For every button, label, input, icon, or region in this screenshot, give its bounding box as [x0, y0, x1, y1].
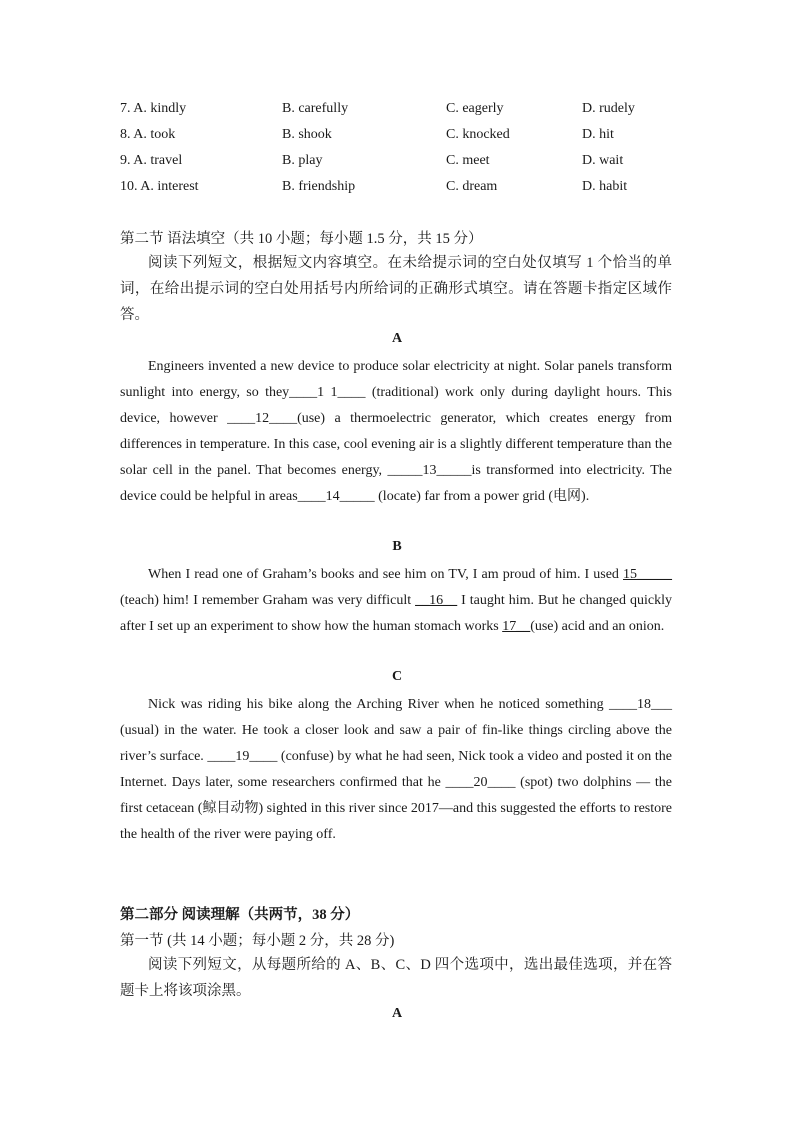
- option-b: B. carefully: [282, 101, 349, 116]
- option-d: D. habit: [582, 179, 628, 194]
- section-title-reading: 第一节 (共 14 小题；每小题 2 分，共 28 分): [120, 933, 395, 949]
- option-c: C. dream: [446, 179, 498, 194]
- option-c: C. knocked: [446, 127, 510, 142]
- option-c: C. eagerly: [446, 101, 504, 116]
- option-a: 8. A. took: [120, 127, 176, 142]
- option-a: 7. A. kindly: [120, 101, 187, 116]
- grammar-instructions: 阅读下列短文，根据短文内容填空。在未给提示词的空白处仅填写 1 个恰当的单词，在给出提示词的空白处用括号内所给词的正确形式填空。请在答题卡指定区域作答。: [120, 255, 672, 323]
- part-title-reading: 第二部分 阅读理解（共两节，38 分）: [120, 907, 360, 923]
- option-a: 9. A. travel: [120, 153, 183, 168]
- section-title-grammar: 第二节 语法填空（共 10 小题；每小题 1.5 分，共 15 分）: [120, 231, 483, 247]
- passage-c-text: Nick was riding his bike along the Arching River when he noticed something ____18___ (usual) in the water. He took a closer look and saw a pair of fin-like things circling above the river’s surface. ____19____ (confuse) by what he had seen, Nick took a video and posted it on the Internet. Days later, some researchers confirmed that he ____20____ (spot) two dolphins — the first cetacean (鲸目动物) sighted in this river since 2017—and this suggested the efforts to restore the health of the river were paying off.: [120, 697, 672, 842]
- passage-label-b: B: [392, 539, 402, 554]
- options-row-7: [120, 101, 680, 127]
- option-c: C. meet: [446, 153, 490, 168]
- options-row-8: [120, 127, 680, 153]
- options-row-10: [120, 179, 680, 205]
- blank-17: 17__: [502, 619, 531, 634]
- passage-b-text: [120, 562, 672, 640]
- option-d: D. hit: [582, 127, 614, 142]
- option-b: B. friendship: [282, 179, 356, 194]
- passage-b-text-4: (use) acid and an onion.: [530, 619, 665, 634]
- reading-passage-label-a: A: [391, 1006, 403, 1021]
- passage-b-text-1: When I read one of Graham’s books and see him on TV, I am proud of him. I used: [148, 567, 623, 582]
- blank-15: 15_____: [623, 567, 672, 582]
- passage-b-text-3: I taught him. But he changed quickly after I set up an experiment to show how the human stomach works: [120, 593, 672, 634]
- passage-b-text-2: (teach) him! I remember Graham was very difficult: [120, 593, 416, 608]
- passage-label-a: A: [391, 331, 403, 346]
- blank-16: __16__: [415, 593, 458, 608]
- option-a: 10. A. interest: [120, 179, 199, 194]
- option-d: D. rudely: [582, 101, 635, 116]
- option-b: B. play: [282, 153, 323, 168]
- passage-a-text: Engineers invented a new device to produce solar electricity at night. Solar panels transform sunlight into energy, so they____1 1____ (traditional) work only during daylight hours. This device, however ____12____(use) a thermoelectric generator, which creates energy from differences in temperature. In this case, cool evening air is a slightly different temperature than the solar cell in the panel. That becomes energy, _____13_____is transformed into electricity. The device could be helpful in areas____14_____ (locate) far from a power grid (电网).: [120, 359, 672, 504]
- options-row-9: [120, 153, 680, 179]
- option-b: B. shook: [282, 127, 332, 142]
- option-d: D. wait: [582, 153, 624, 168]
- passage-label-c: C: [391, 669, 403, 684]
- reading-instructions: 阅读下列短文，从每题所给的 A、B、C、D 四个选项中，选出最佳选项，并在答题卡上将该项涂黑。: [120, 957, 672, 999]
